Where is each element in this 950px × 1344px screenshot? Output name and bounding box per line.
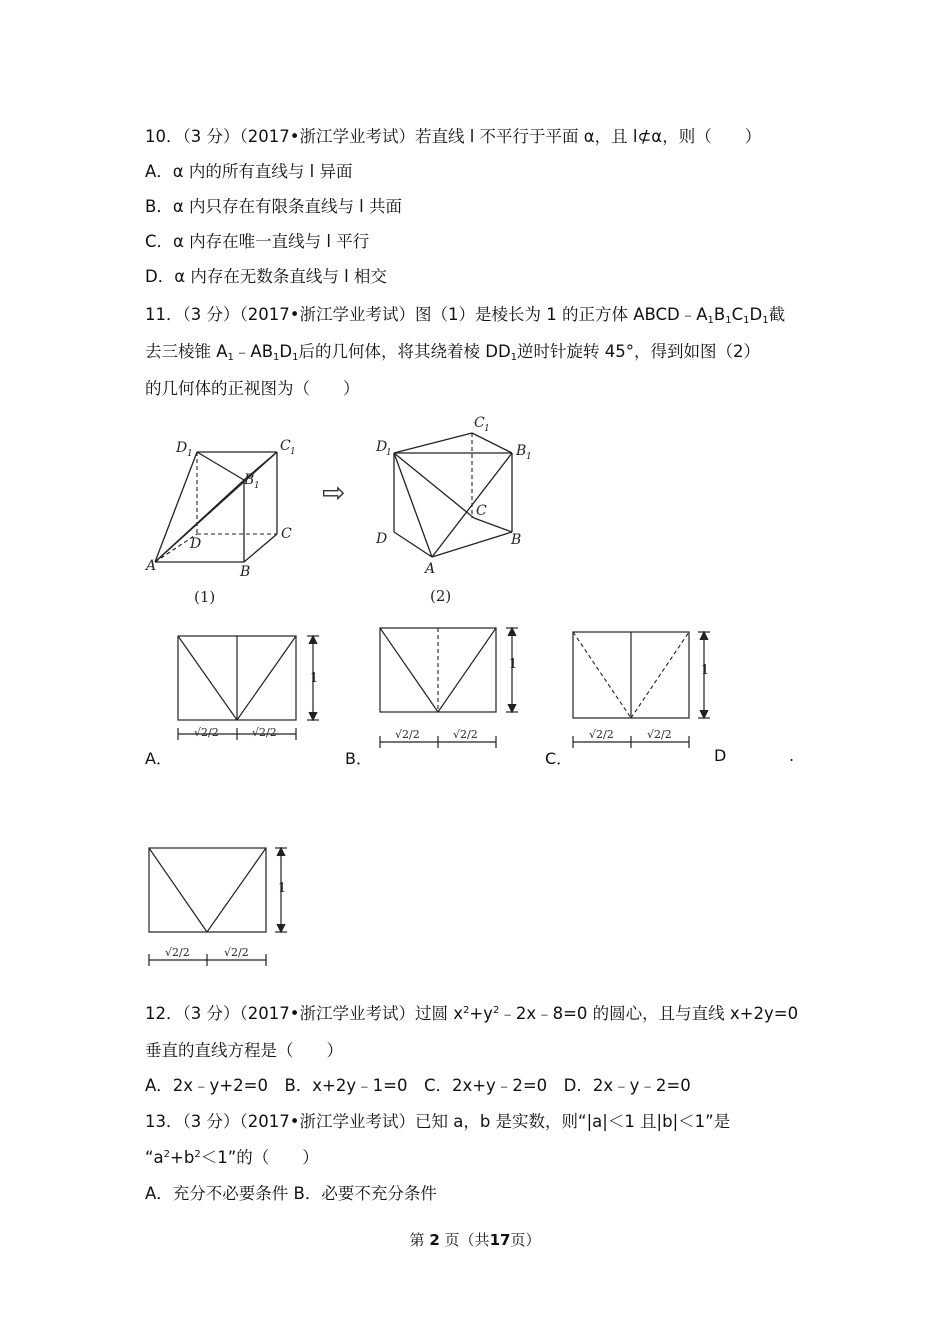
q11-line3: 的几何体的正视图为（ ） xyxy=(145,379,360,398)
q10-option-a: A．α 内的所有直线与 l 异面 xyxy=(145,162,353,181)
q10-stem: 10．（3 分）（2017•浙江学业考试）若直线 l 不平行于平面 α，且 l⊄α，则（ ） xyxy=(145,127,762,146)
width-label-left: √2/2 xyxy=(589,728,614,741)
page-total: 17 xyxy=(489,1231,511,1249)
svg-text:1: 1 xyxy=(484,424,490,434)
width-label-right: √2/2 xyxy=(252,726,277,739)
q11-choice-d-dot: . xyxy=(789,746,795,765)
q11-choice-d-label: D xyxy=(714,746,727,765)
q11-choice-b-figure xyxy=(372,622,532,757)
width-label-right: √2/2 xyxy=(453,728,478,741)
width-label-right: √2/2 xyxy=(224,946,249,959)
figure-1-caption: (1) xyxy=(194,588,216,606)
q12-line2: 垂直的直线方程是（ ） xyxy=(145,1041,343,1060)
svg-text:1: 1 xyxy=(254,481,260,491)
svg-text:D: D xyxy=(190,536,202,552)
height-label: 1 xyxy=(278,881,287,896)
svg-text:B: B xyxy=(511,532,522,548)
width-label-left: √2/2 xyxy=(194,726,219,739)
q10-option-d: D．α 内存在无数条直线与 l 相交 xyxy=(145,267,387,286)
q12-options: A．2x﹣y+2=0 B．x+2y﹣1=0 C．2x+y﹣2=0 D．2x﹣y﹣2=0 xyxy=(145,1076,691,1095)
q11-choice-d-figure xyxy=(141,842,301,977)
q13-line2: “$a^2+b^2<1$”的（ ） xyxy=(145,1148,319,1167)
q11-line1: 11．（3 分）（2017•浙江学业考试）图（1）是棱长为 1 的正方体 $ABCD﹣A_1B_1C_1D_1$截 xyxy=(145,305,786,326)
svg-text:C: C xyxy=(280,438,291,454)
q10-option-b: B．α 内只存在有限条直线与 l 共面 xyxy=(145,197,403,216)
svg-text:D: D xyxy=(176,440,188,456)
page-footer: 第 2 页（共17页） xyxy=(409,1231,541,1249)
q11-choice-b-label: B． xyxy=(345,749,372,768)
svg-text:D: D xyxy=(376,439,388,455)
height-label: 1 xyxy=(310,671,319,686)
width-label-right: √2/2 xyxy=(647,728,672,741)
q11-line2: 去三棱锥 $A_1﹣AB_1D_1$后的几何体，将其绕着棱 $DD_1$逆时针旋转 45°，得到如图（2） xyxy=(145,342,761,363)
height-label: 1 xyxy=(701,663,710,678)
svg-text:D: D xyxy=(376,531,388,547)
svg-text:B: B xyxy=(244,472,255,488)
svg-text:A: A xyxy=(146,558,157,574)
svg-text:C: C xyxy=(281,526,292,542)
page-number: 2 xyxy=(429,1231,440,1249)
right-arrow-icon: ⇨ xyxy=(322,476,346,509)
figure-1-cube xyxy=(140,430,310,610)
svg-text:1: 1 xyxy=(290,447,296,457)
width-label-left: √2/2 xyxy=(165,946,190,959)
height-label: 1 xyxy=(509,657,518,672)
q11-choice-c-label: C． xyxy=(545,749,573,768)
svg-text:1: 1 xyxy=(386,448,392,458)
q13-line1: 13．（3 分）（2017•浙江学业考试）已知 a，b 是实数，则“|a|＜1 且|b|＜1”是 xyxy=(145,1112,731,1131)
figure-2-rotated xyxy=(370,405,545,610)
q11-choice-c-figure xyxy=(565,626,725,761)
svg-text:A: A xyxy=(425,561,436,577)
svg-text:B: B xyxy=(240,564,251,580)
width-label-left: √2/2 xyxy=(395,728,420,741)
figure-2-caption: (2) xyxy=(430,587,452,605)
q10-option-c: C．α 内存在唯一直线与 l 平行 xyxy=(145,232,370,251)
svg-text:B: B xyxy=(516,443,527,459)
q12-line1: 12．（3 分）（2017•浙江学业考试）过圆 $x^2+y^2﹣2x﹣8=0$ 的圆心，且与直线 x+2y=0 xyxy=(145,1004,799,1023)
q11-choice-a-figure xyxy=(170,630,330,765)
svg-text:1: 1 xyxy=(187,449,193,459)
svg-text:C: C xyxy=(474,415,485,431)
svg-text:C: C xyxy=(476,503,487,519)
q11-choice-a-label: A． xyxy=(145,749,172,768)
svg-text:1: 1 xyxy=(526,452,532,462)
q13-options: A．充分不必要条件 B．必要不充分条件 xyxy=(145,1184,437,1203)
